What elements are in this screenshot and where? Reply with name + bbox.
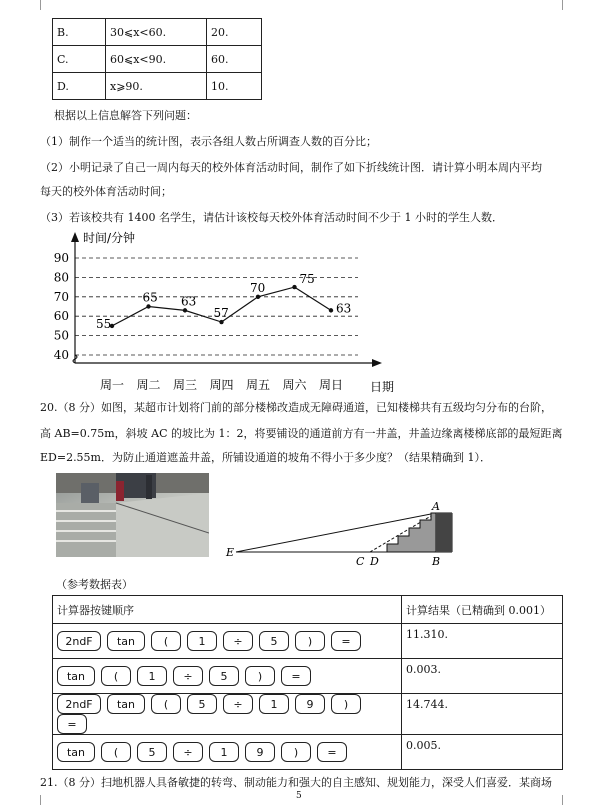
label-b: B: [432, 555, 441, 568]
y-tick-label: 70: [53, 289, 69, 304]
calc-row: [53, 735, 563, 770]
calculator-key: ): [281, 742, 311, 762]
range-cell: x⩾90.: [106, 73, 207, 100]
key-sequence: [53, 694, 402, 735]
group-cell: B.: [53, 19, 106, 46]
data-point: [329, 308, 333, 312]
y-tick-label: 40: [53, 348, 69, 362]
data-point: [292, 285, 296, 289]
q19-part3: （3）若该校共有 1400 名学生，请估计该校每天校外体育活动时间不少于 1 小时的学生人数．: [40, 211, 503, 224]
q19-part1: （1）制作一个适当的统计图，表示各组人数占所调查人数的百分比；: [40, 135, 377, 148]
data-label: 65: [142, 290, 158, 305]
crop-mark-bottom-right: [562, 795, 573, 805]
calculator-key: 2ndF: [57, 694, 101, 714]
calculator-key: 9: [245, 742, 275, 762]
calculator-key: (: [151, 631, 181, 651]
calculator-key: 1: [209, 742, 239, 762]
count-cell: 60.: [207, 46, 262, 73]
y-tick-label: 60: [53, 309, 69, 324]
x-axis-arrow: [372, 359, 382, 367]
data-point: [183, 308, 187, 312]
x-axis-title: 日期: [370, 380, 395, 394]
crop-mark-bottom-left: [30, 795, 41, 805]
label-a: A: [432, 500, 440, 513]
calculator-key: 5: [137, 742, 167, 762]
data-point: [146, 304, 150, 308]
calculator-key: tan: [57, 666, 95, 686]
table-row: [53, 73, 262, 100]
calculator-key: 2ndF: [57, 631, 101, 651]
calculator-key: (: [101, 666, 131, 686]
y-tick-label: 50: [53, 328, 69, 343]
x-tick-label: 周四: [209, 378, 234, 392]
calculator-key: =: [281, 666, 311, 686]
staircase-photo: [56, 473, 209, 557]
calculator-key: 5: [259, 631, 289, 651]
calculator-key: =: [57, 714, 87, 734]
x-tick-label: 周二: [136, 378, 161, 392]
range-cell: 30⩽x<60.: [106, 19, 207, 46]
q20-line3: ED=2.55m．为防止通道遮盖井盖，所铺设通道的坡角不得小于多少度？（结果精确到 1）．: [40, 451, 491, 464]
data-label: 70: [250, 280, 266, 295]
x-tick-label: 周日: [318, 378, 344, 392]
calculator-key: 1: [137, 666, 167, 686]
calculator-key: 5: [209, 666, 239, 686]
data-point: [256, 295, 260, 299]
result-cell: 0.003.: [402, 659, 563, 694]
calculator-key: (: [151, 694, 181, 714]
label-c: C: [356, 555, 365, 568]
q21-line1: 21.（8 分）扫地机器人具备敏捷的转弯、制动能力和强大的自主感知、规划能力，深受人们喜爱．某商场: [40, 776, 552, 789]
result-cell: 11.310.: [402, 624, 563, 659]
header-result: 计算结果（已精确到 0.001）: [402, 596, 563, 624]
data-label: 55: [96, 316, 112, 331]
x-tick-label: 周五: [245, 378, 271, 392]
calculator-key: ÷: [223, 631, 253, 651]
count-cell: 10.: [207, 73, 262, 100]
calculator-key: 5: [187, 694, 217, 714]
calculator-key: 1: [259, 694, 289, 714]
page-number: 5: [296, 791, 302, 801]
table-row: [53, 46, 262, 73]
data-point: [219, 320, 223, 324]
group-cell: D.: [53, 73, 106, 100]
chart-axes: [71, 232, 382, 367]
calculator-table: [52, 595, 563, 770]
reference-table-title: （参考数据表）: [56, 578, 133, 591]
calculator-key: tan: [107, 631, 145, 651]
calculator-key: =: [317, 742, 347, 762]
calculator-key: ÷: [173, 666, 203, 686]
calculator-key: ÷: [223, 694, 253, 714]
label-d: D: [370, 555, 379, 568]
q19-part2-line2: 每天的校外体育活动时间；: [40, 185, 172, 198]
table-header-row: [53, 596, 563, 624]
data-label: 57: [213, 306, 229, 321]
result-cell: 0.005.: [402, 735, 563, 770]
y-axis-arrow: [71, 232, 79, 242]
x-tick-label: 周三: [172, 378, 198, 392]
key-sequence: [53, 624, 402, 659]
calculator-key: ): [295, 631, 325, 651]
key-sequence: [53, 659, 402, 694]
key-sequence: [53, 735, 402, 770]
data-label: 75: [299, 272, 315, 287]
x-tick-label: 周一: [99, 378, 125, 392]
calculator-key: ÷: [173, 742, 203, 762]
calc-row: [53, 694, 563, 735]
y-axis-title: 时间/分钟: [83, 231, 136, 245]
crop-mark-top-right: [562, 0, 573, 10]
group-table: [52, 18, 262, 100]
y-tick-label: 80: [53, 270, 69, 285]
range-cell: 60⩽x<90.: [106, 46, 207, 73]
header-key-sequence: 计算器按键顺序: [53, 596, 402, 624]
calculator-key: ): [331, 694, 361, 714]
calc-row: [53, 624, 563, 659]
result-cell: 14.744.: [402, 694, 563, 735]
calculator-key: =: [331, 631, 361, 651]
calculator-key: 9: [295, 694, 325, 714]
chart-labels: [54, 230, 394, 394]
count-cell: 20.: [207, 19, 262, 46]
q19-part2-line1: （2）小明记录了自己一周内每天的校外体育活动时间，制作了如下折线统计图．请计算小明本周内平均: [40, 161, 542, 174]
crop-mark-top-left: [30, 0, 41, 10]
calculator-key: 1: [187, 631, 217, 651]
table-row: [53, 19, 262, 46]
group-cell: C.: [53, 46, 106, 73]
y-tick-label: 90: [53, 251, 69, 265]
x-tick-label: 周六: [282, 378, 307, 392]
q20-line1: 20.（8 分）如图，某超市计划将门前的部分楼梯改造成无障碍通道，已知楼梯共有五级均匀分布的台阶，: [40, 401, 552, 414]
q19-intro: 根据以上信息解答下列问题：: [54, 109, 197, 122]
calc-row: [53, 659, 563, 694]
data-label: 63: [336, 301, 352, 316]
line-chart: [40, 228, 420, 398]
label-e: E: [226, 546, 235, 559]
data-label: 63: [181, 294, 197, 309]
slope-diagram: [222, 498, 472, 570]
calculator-key: tan: [107, 694, 145, 714]
calculator-key: (: [101, 742, 131, 762]
calculator-key: tan: [57, 742, 95, 762]
calculator-key: ): [245, 666, 275, 686]
q20-line2: 高 AB=0.75m，斜坡 AC 的坡比为 1：2，将要铺设的通道前方有一井盖，井盖边缘离楼梯底部的最短距离: [40, 427, 563, 440]
